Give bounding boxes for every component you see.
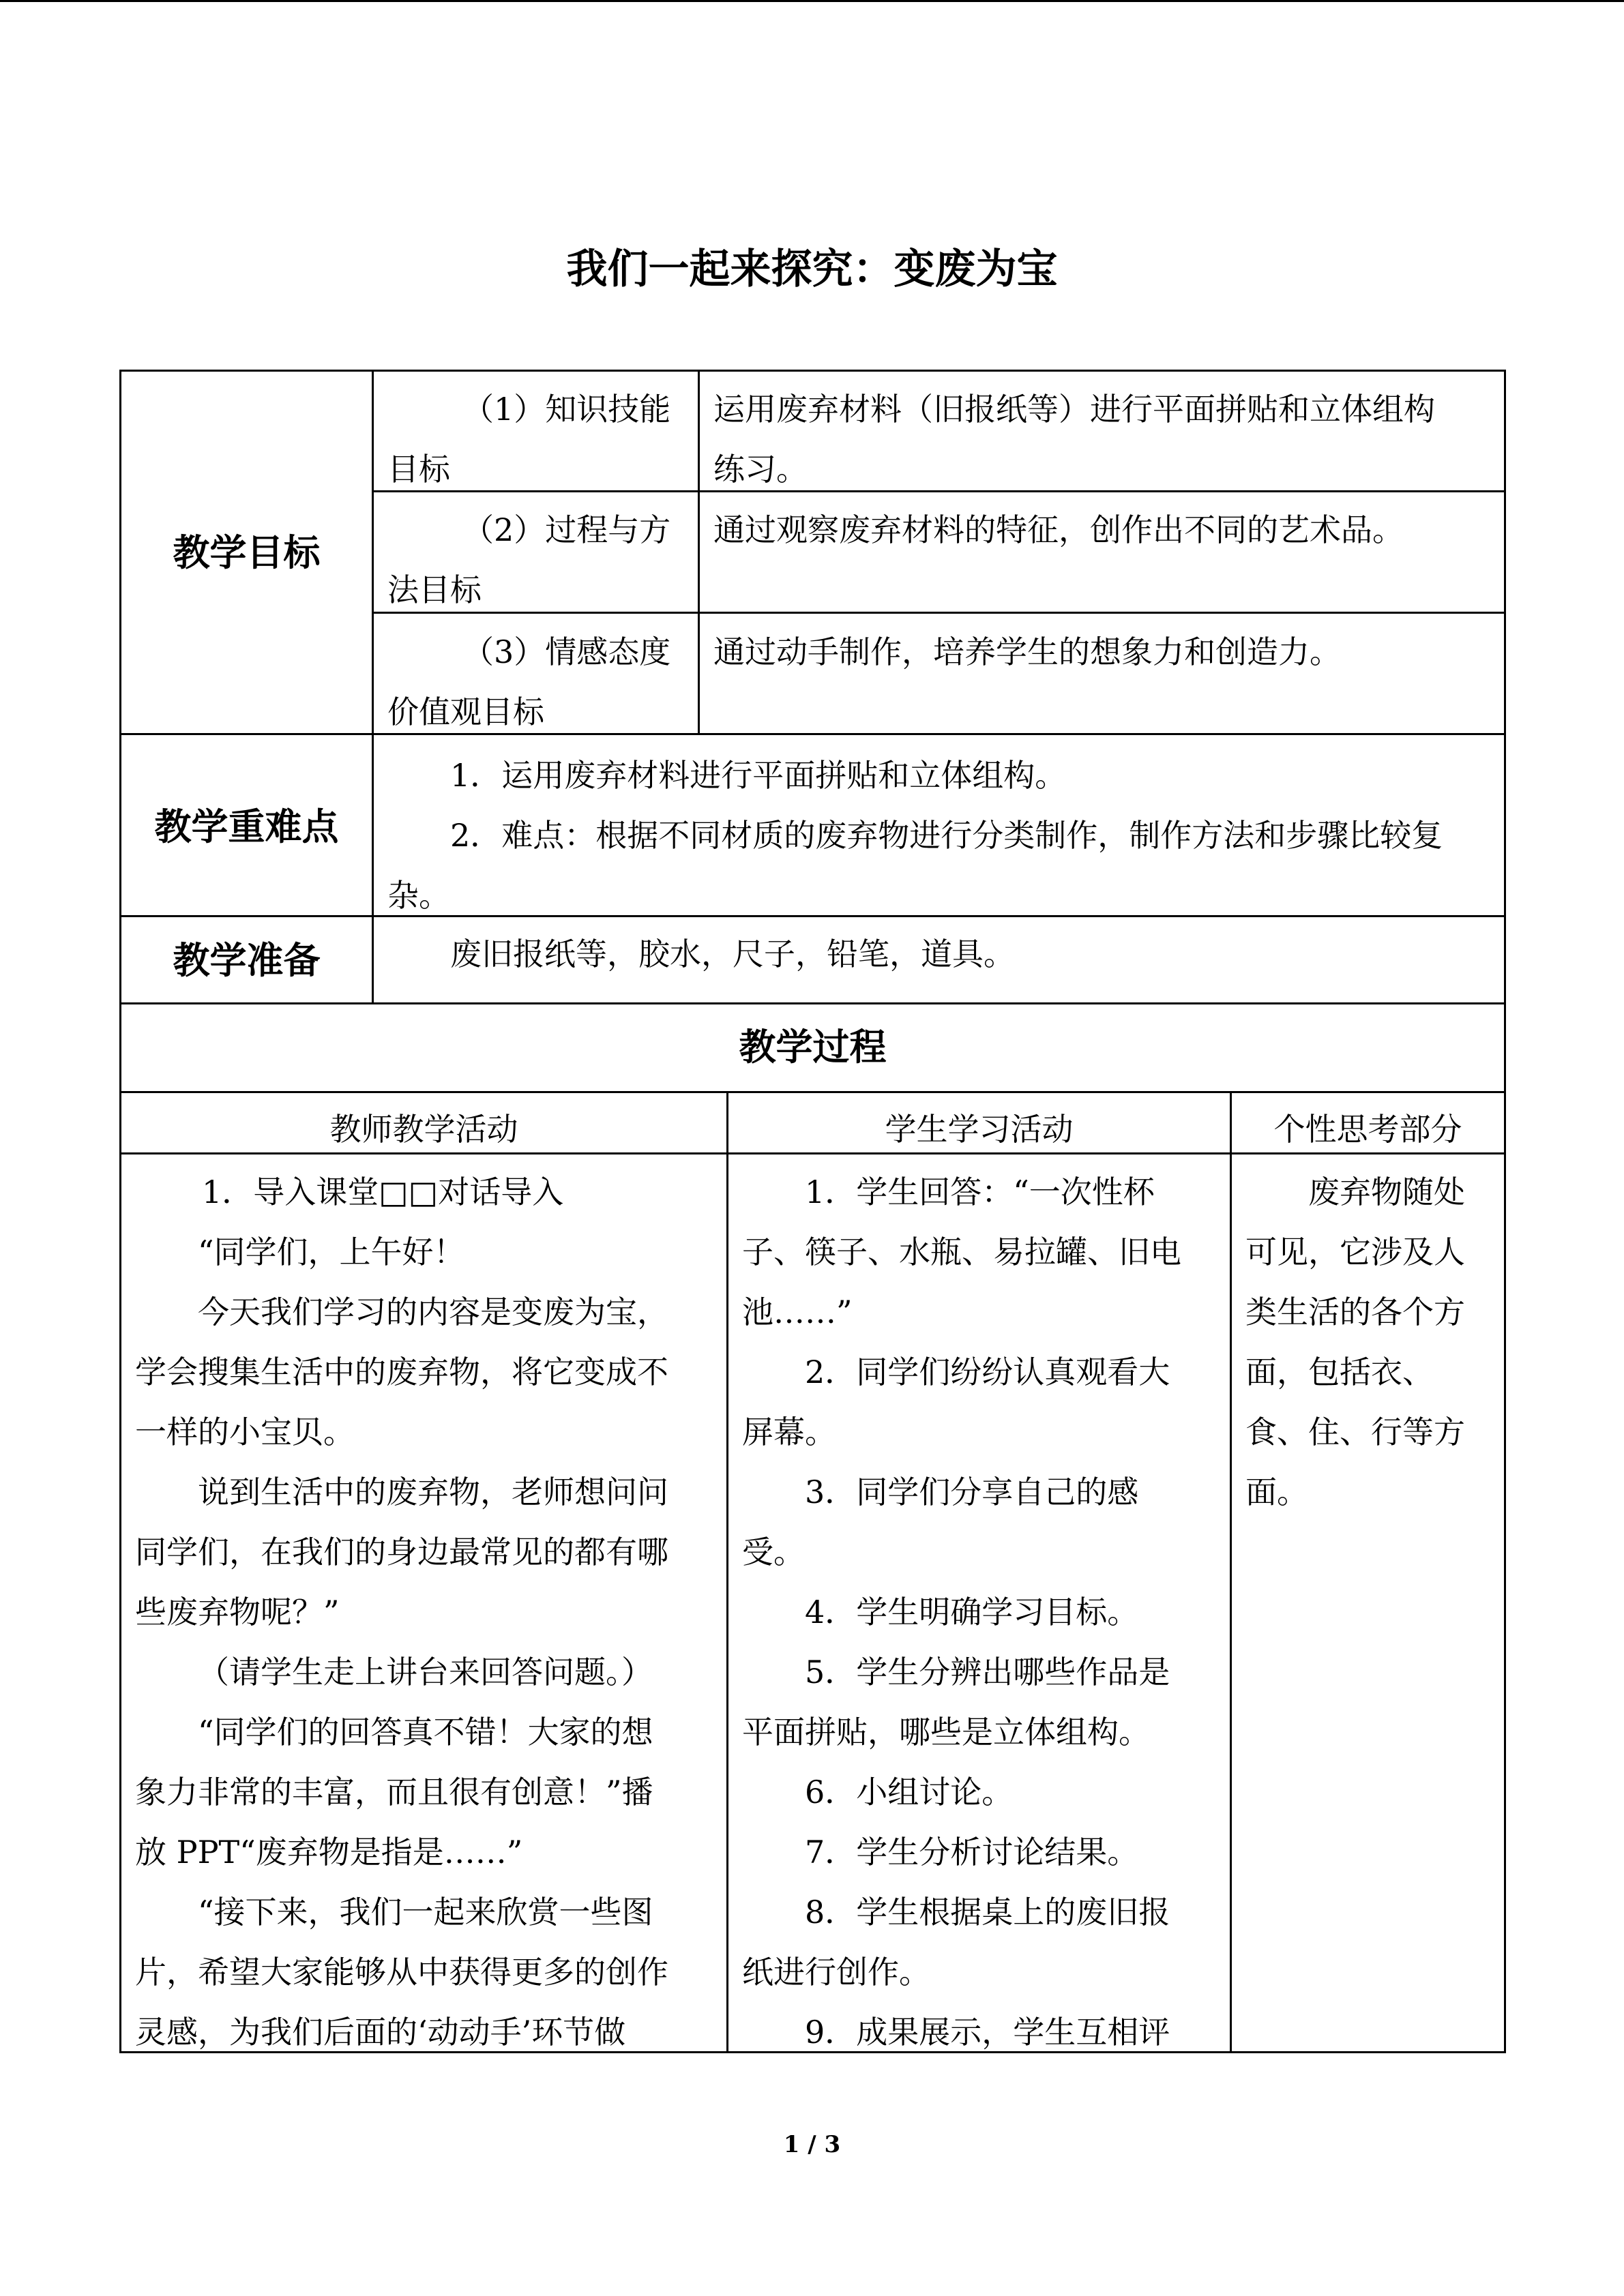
student-line: 屏幕。 — [742, 1414, 836, 1450]
preparation-text: 废旧报纸等，胶水，尺子，铅笔，道具。 — [450, 936, 1015, 972]
teacher-line: 学会搜集生活中的废弃物，将它变成不 — [135, 1354, 668, 1390]
student-line: 6．小组讨论。 — [805, 1774, 1014, 1810]
column-header-thinking: 个性思考部分 — [1273, 1111, 1462, 1148]
page-number: 1 / 3 — [783, 2131, 841, 2158]
objective-name: 法目标 — [387, 571, 482, 608]
student-line: 子、筷子、水瓶、易拉罐、旧电 — [742, 1234, 1181, 1270]
student-line: 8．学生根据桌上的废旧报 — [805, 1894, 1170, 1930]
teacher-line: 一样的小宝贝。 — [135, 1414, 355, 1450]
teacher-activities — [135, 1162, 722, 2062]
objective-row — [387, 622, 694, 742]
student-line: 2．同学们纷纷认真观看大 — [805, 1354, 1170, 1390]
objective-name: （1）知识技能 — [462, 391, 671, 428]
teacher-line: 些废弃物呢？” — [135, 1594, 340, 1630]
teacher-line: 说到生活中的废弃物，老师想问问 — [198, 1474, 668, 1510]
objective-description: 通过观察废弃材料的特征，创作出不同的艺术品。 — [713, 511, 1404, 548]
teacher-line: “同学们，上午好！ — [198, 1234, 465, 1270]
objective-row — [387, 500, 694, 620]
student-line: 3．同学们分享自己的感 — [805, 1474, 1139, 1510]
table-border-top-right — [699, 370, 1506, 372]
column-header-student: 学生学习活动 — [885, 1111, 1074, 1148]
document-title: 我们一起来探究：变废为宝 — [566, 245, 1058, 294]
key-point-line: 1．运用废弃材料进行平面拼贴和立体组构。 — [450, 757, 1067, 794]
key-point-line: 2．难点：根据不同材质的废弃物进行分类制作，制作方法和步骤比较复 — [450, 817, 1443, 854]
objective-name: （3）情感态度 — [462, 633, 671, 670]
page-top-border — [0, 0, 1624, 2]
teacher-line: 片，希望大家能够从中获得更多的创作 — [135, 1954, 668, 1991]
table-divider — [726, 1091, 728, 2053]
column-header-teacher: 教师教学活动 — [329, 1111, 518, 1148]
objective-text — [713, 622, 1498, 682]
table-divider — [372, 370, 374, 1004]
process-label: 教学过程 — [739, 1025, 887, 1069]
student-line: 纸进行创作。 — [742, 1954, 930, 1991]
teacher-line: 今天我们学习的内容是变废为宝， — [198, 1294, 668, 1330]
objective-row — [387, 379, 694, 499]
table-border-left — [119, 370, 121, 2053]
thinking-line: 废弃物随处 — [1308, 1174, 1465, 1210]
thinking-line: 面，包括衣、 — [1245, 1354, 1434, 1390]
table-divider — [119, 1002, 1506, 1004]
key-points-label: 教学重难点 — [154, 805, 339, 848]
student-line: 4．学生明确学习目标。 — [805, 1594, 1139, 1630]
objective-name: 目标 — [387, 451, 450, 488]
thinking-line: 可见，它涉及人 — [1245, 1234, 1465, 1270]
teacher-line: “接下来，我们一起来欣赏一些图 — [198, 1894, 653, 1930]
thinking-line: 类生活的各个方 — [1245, 1294, 1465, 1330]
table-divider — [119, 1152, 1506, 1154]
student-line: 7．学生分析讨论结果。 — [805, 1834, 1139, 1870]
student-line: 池……” — [742, 1294, 853, 1330]
table-border-right — [1504, 370, 1506, 2053]
preparation-label: 教学准备 — [173, 938, 321, 982]
student-line: 9．成果展示，学生互相评 — [805, 2014, 1170, 2051]
table-divider — [119, 733, 1506, 735]
objective-description: 练习。 — [713, 451, 808, 488]
student-line: 1．学生回答：“一次性杯 — [805, 1174, 1155, 1210]
student-line: 5．学生分辨出哪些作品是 — [805, 1654, 1170, 1690]
thinking-line: 食、住、行等方 — [1245, 1414, 1465, 1450]
student-activities — [742, 1162, 1226, 2062]
student-line: 平面拼贴，哪些是立体组构。 — [742, 1714, 1150, 1750]
teacher-line: 同学们，在我们的身边最常见的都有哪 — [135, 1534, 668, 1570]
objective-text — [713, 379, 1498, 499]
teacher-line: 放 PPT“废弃物是指是……” — [135, 1834, 523, 1870]
teacher-line: 1．导入课堂□□对话导入 — [202, 1174, 564, 1210]
teacher-line: “同学们的回答真不错！大家的想 — [198, 1714, 653, 1750]
objective-description: 通过动手制作，培养学生的想象力和创造力。 — [713, 633, 1341, 670]
table-divider — [698, 370, 700, 734]
objectives-label: 教学目标 — [173, 531, 321, 574]
table-divider — [119, 1091, 1506, 1093]
student-line: 受。 — [742, 1534, 805, 1570]
thinking-line: 面。 — [1245, 1474, 1308, 1510]
thinking-notes — [1245, 1162, 1501, 1522]
objective-description: 运用废弃材料（旧报纸等）进行平面拼贴和立体组构 — [713, 391, 1435, 428]
objective-name: 价值观目标 — [387, 694, 544, 730]
preparation-content — [387, 924, 1499, 984]
table-divider — [1230, 1091, 1232, 2053]
key-points-content — [387, 745, 1499, 925]
teacher-line: 象力非常的丰富，而且很有创意！”播 — [135, 1774, 653, 1810]
key-point-line: 杂。 — [387, 877, 450, 914]
objective-name: （2）过程与方 — [462, 511, 671, 548]
objective-text — [713, 500, 1498, 560]
teacher-line: （请学生走上讲台来回答问题。） — [198, 1654, 653, 1690]
teacher-line: 灵感，为我们后面的‘动动手’环节做 — [135, 2014, 626, 2051]
